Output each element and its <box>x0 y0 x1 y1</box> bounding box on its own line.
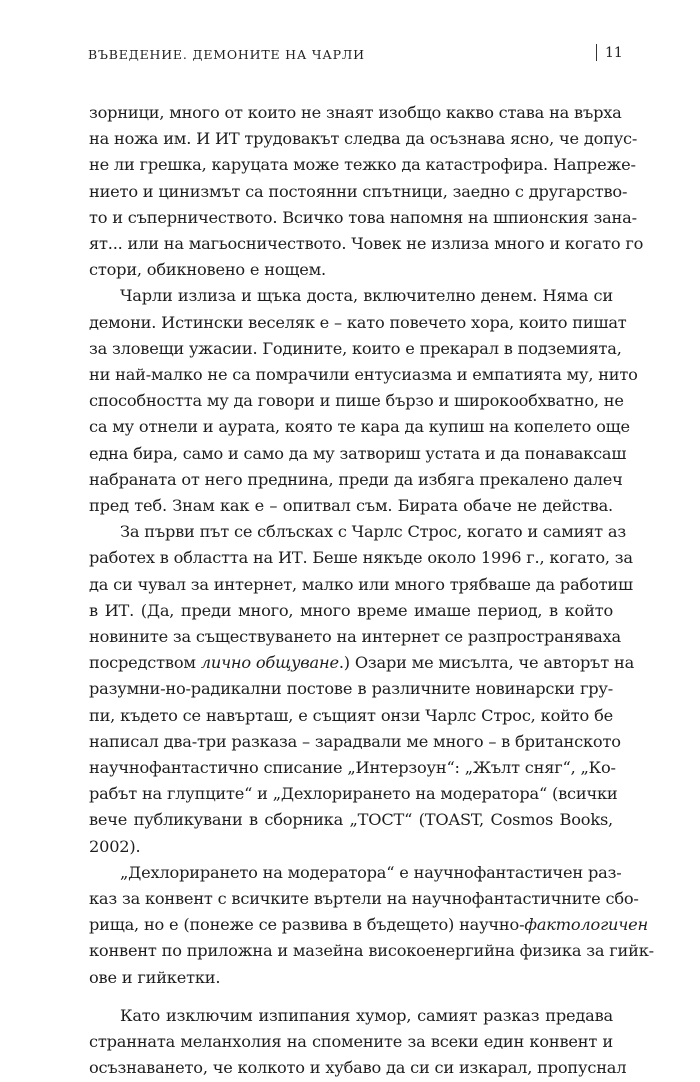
text-line: Чарли излиза и щъка доста, включително денем. Няма си <box>120 286 613 306</box>
text-line: демони. Истински веселяк е – като повечето хора, които пишат <box>89 312 627 332</box>
text-line: конвент по приложна и мазейна високоенергийна физика за гийк- <box>89 941 654 961</box>
text-line: стори, обикновено е нощем. <box>89 260 326 280</box>
text-line: осъзнаването, че колкото и хубаво да си си изкарал, пропуснал <box>89 1058 627 1078</box>
italic-text-run: фактологичен <box>524 915 648 935</box>
text-line: Като изключим изпипания хумор, самият разказ предава <box>120 1006 613 1025</box>
text-line: зорници, много от които не знаят изобщо какво става на върха <box>89 103 622 122</box>
text-line <box>89 650 635 676</box>
text-line: За първи път се сблъсках с Чарлс Строс, когато и самият аз <box>120 522 626 542</box>
text-line: каз за конвент с всичките въртели на научнофантастичните сбо- <box>89 889 639 908</box>
text-line: вече публикувани в сборника „ТОСТ“ (TOAST, Cosmos Books, <box>89 810 613 830</box>
text-line: не ли грешка, каруцата може тежко да катастрофира. Напреже- <box>89 155 636 175</box>
text-line: то и съперничеството. Всичко това напомня на шпионския зана- <box>89 207 637 227</box>
text-line: в ИТ. (Да, преди много, много време имаше период, в който <box>89 600 613 620</box>
text-line: „Дехлорирането на модератора“ е научнофантастичен раз- <box>120 862 622 882</box>
folio-divider <box>596 44 597 61</box>
page-number-value: 11 <box>605 44 623 61</box>
text-line: на ножа им. И ИТ трудовакът следва да осъзнава ясно, че допус- <box>89 129 638 149</box>
text-line: една бира, само и само да му затвориш устата и да понаваксаш <box>89 443 627 463</box>
text-line <box>89 912 648 938</box>
text-line: способността му да говори и пише бързо и широкообхватно, не <box>89 391 624 411</box>
text-line: нието и цинизмът са постоянни спътници, заедно с другарство- <box>89 181 628 201</box>
text-line: ове и гийкетки. <box>89 967 221 987</box>
text-line: странната меланхолия на спомените за всеки един конвент и <box>89 1032 613 1052</box>
text-line: ни най-малко не са помрачили ентусиазма и емпатията му, нито <box>89 365 638 384</box>
text-line: работех в областта на ИТ. Беше някъде около 1996 г., когато, за <box>89 548 633 568</box>
text-line: са му отнели и аурата, която те кара да купиш на копелето още <box>89 417 630 437</box>
text-line: да си чувал за интернет, малко или много трябваше да работиш <box>89 574 633 594</box>
text-line: 2002). <box>89 836 141 856</box>
text-line: набраната от него преднина, преди да избяга прекалено далеч <box>89 469 623 489</box>
text-line: новините за съществуването на интернет се разпространяваха <box>89 627 621 646</box>
text-line: ят... или на магьосничеството. Човек не излиза много и когато го <box>89 234 644 253</box>
text-line: рабът на глупците“ и „Дехлорирането на модератора“ (всички <box>89 784 618 804</box>
running-head: ВЪВЕДЕНИЕ. ДЕМОНИТЕ НА ЧАРЛИ <box>88 47 365 62</box>
text-line: научнофантастично списание „Интерзоун“: „Жълт сняг“, „Ко- <box>89 758 616 777</box>
text-run: .) Озари ме мисълта, че авторът на <box>338 653 635 673</box>
italic-text-run: лично общуване <box>200 653 339 673</box>
text-line: пи, където се навърташ, е същият онзи Чарлс Строс, който бе <box>89 705 613 725</box>
text-line: написал два-три разказа – зарадвали ме много – в британското <box>89 731 621 751</box>
text-line: за зловещи ужасии. Годините, които е прекарал в подземията, <box>89 338 622 358</box>
page-number <box>596 44 623 61</box>
text-line: пред теб. Знам как е – опитвал съм. Бирата обаче не действа. <box>89 496 613 515</box>
text-run: рища, но е (понеже се развива в бъдещето) научно- <box>89 915 525 935</box>
text-run: посредством <box>89 653 201 673</box>
text-line: разумни-но-радикални постове в различните новинарски гру- <box>89 679 613 699</box>
